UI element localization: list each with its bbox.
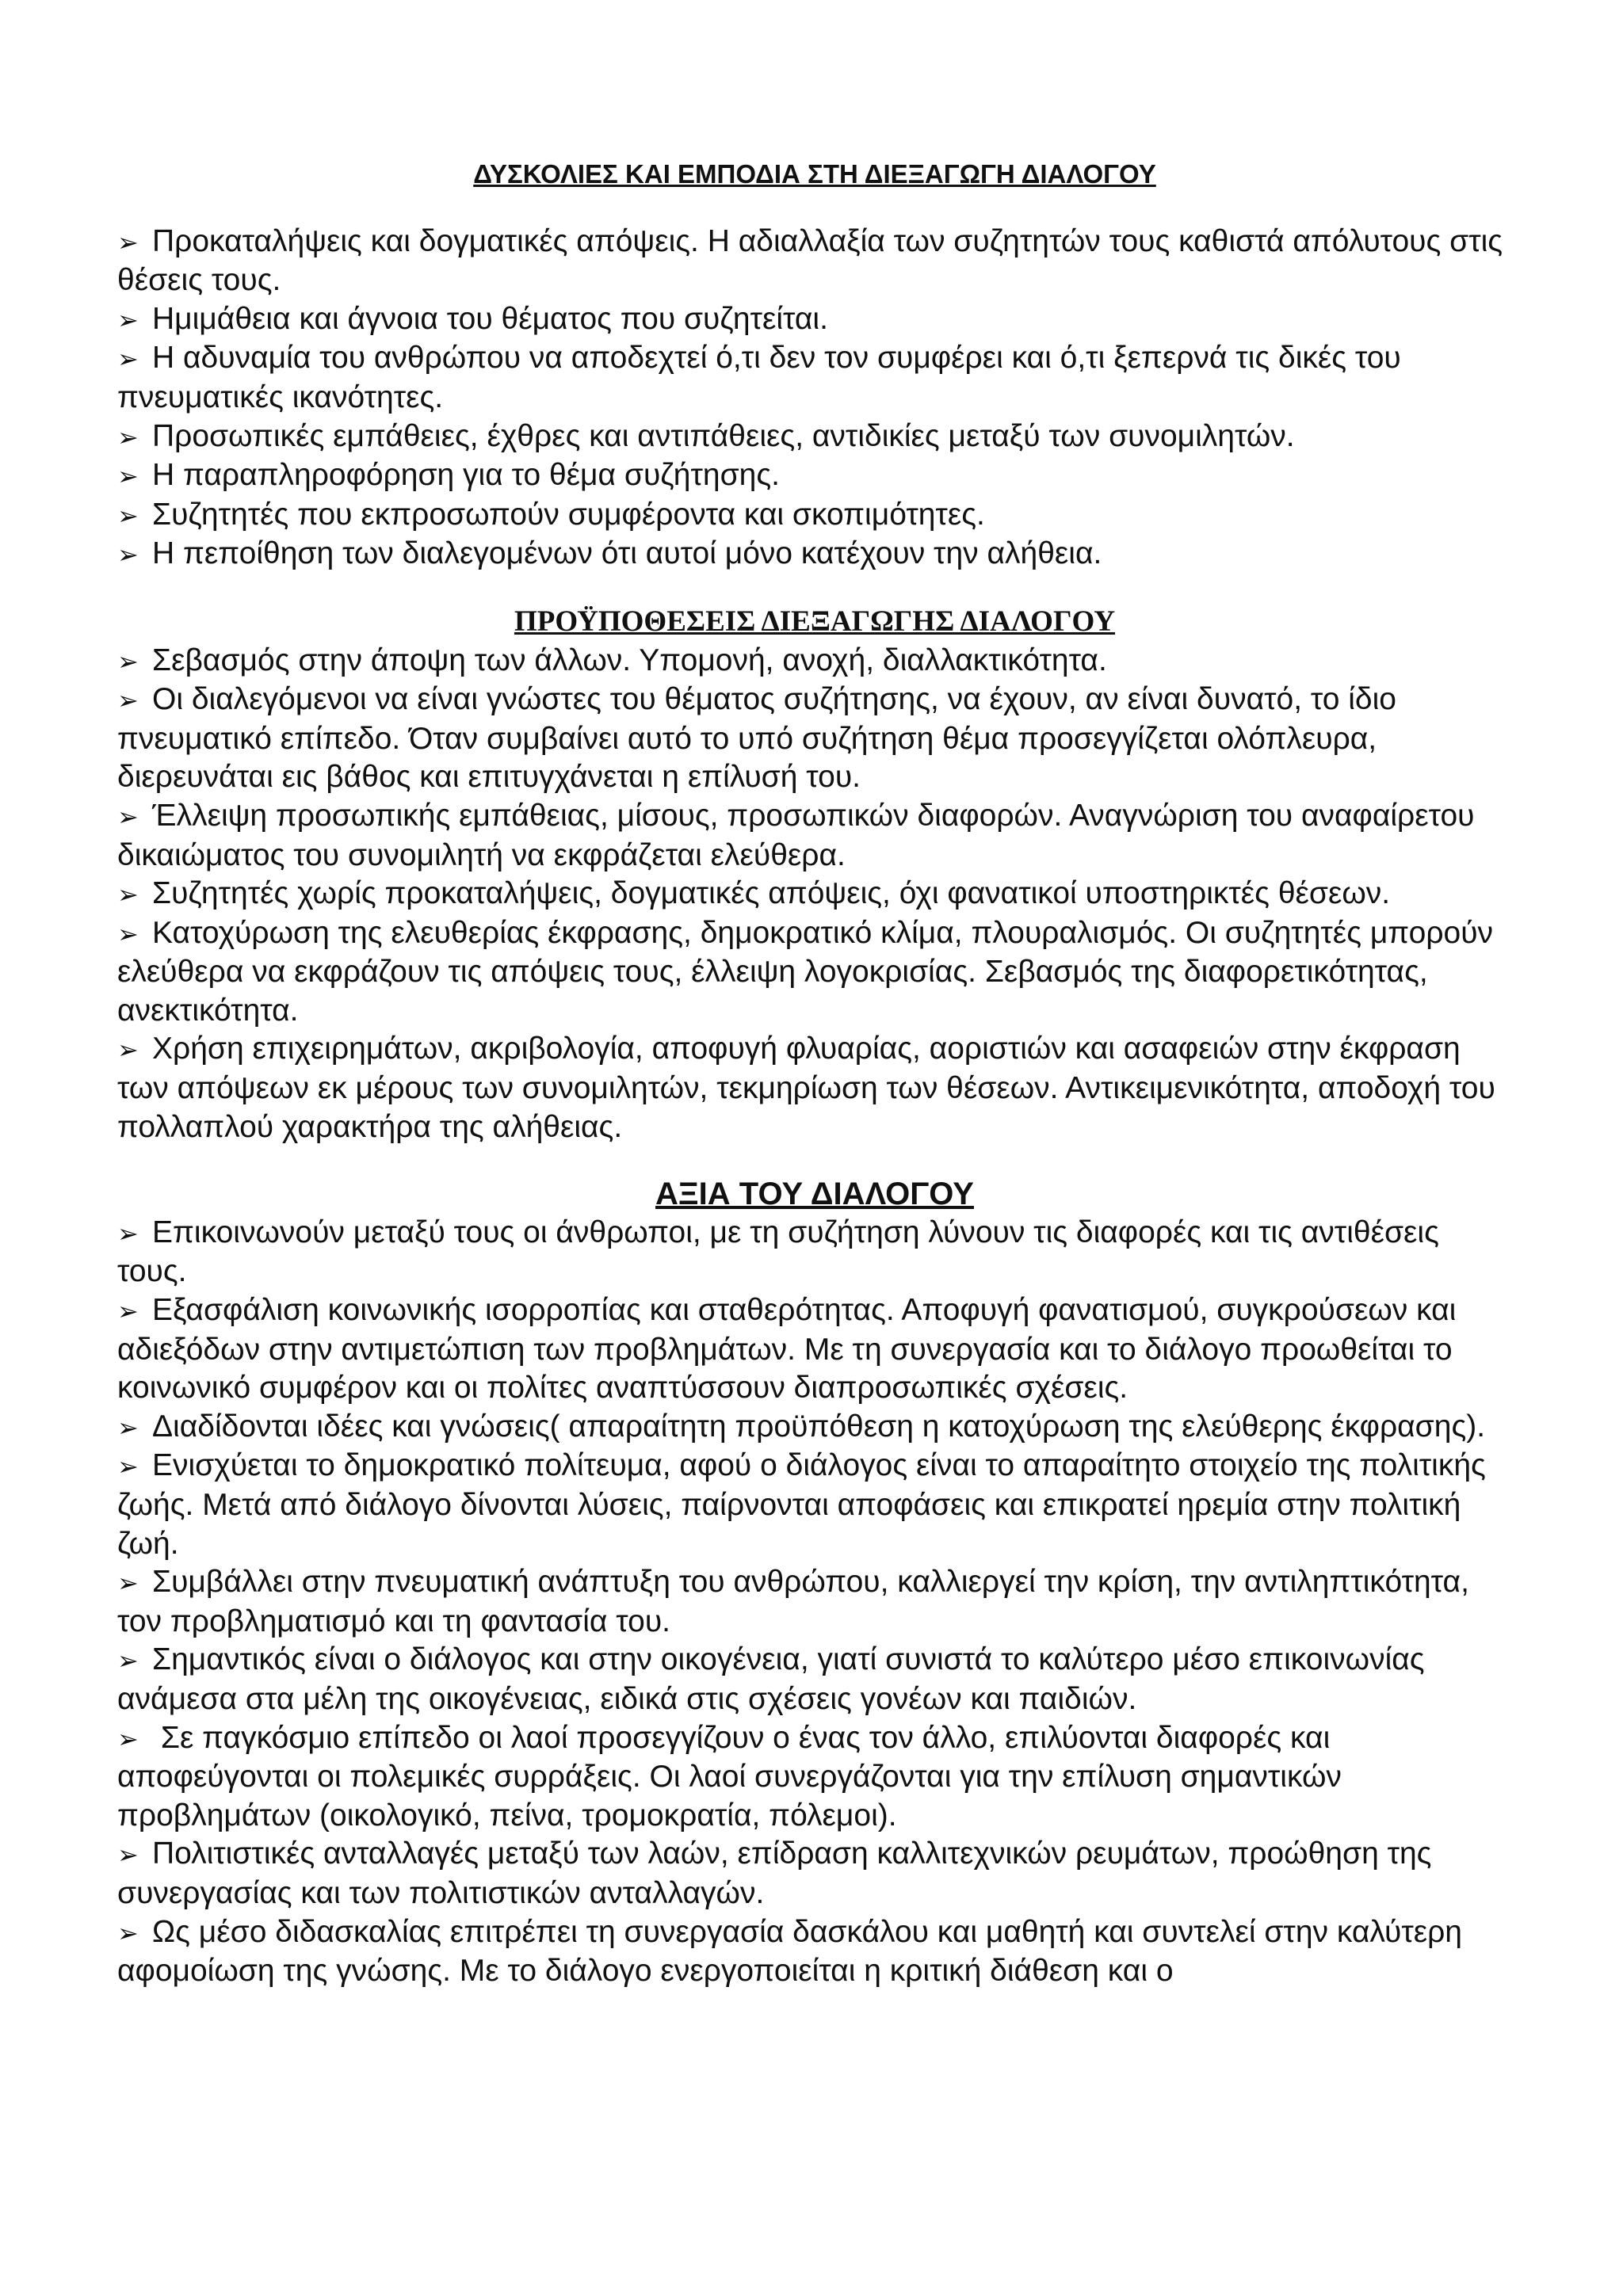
document-page xyxy=(117,155,1512,1991)
list-difficulties xyxy=(117,223,1512,574)
list-prerequisites xyxy=(117,642,1512,1147)
arrowhead-bullet-icon: ➢ xyxy=(117,1218,139,1249)
list-item xyxy=(117,535,1512,574)
arrowhead-bullet-icon: ➢ xyxy=(117,421,139,452)
list-value xyxy=(117,1214,1512,1991)
list-item xyxy=(117,1563,1512,1641)
list-item xyxy=(117,418,1512,457)
arrowhead-bullet-icon: ➢ xyxy=(117,344,139,375)
list-item-text: Συζητητές χωρίς προκαταλήψεις, δογματικές απόψεις, όχι φανατικοί υποστηρικτές θέσεων. xyxy=(152,876,1391,911)
list-item-text: Κατοχύρωση της ελευθερίας έκφρασης, δημοκρατικό κλίμα, πλουραλισμός. Οι συζητητές μπορούν ελεύθερα να εκφράζουν τις απόψεις τους, έλλειψη λογοκρισίας. Σεβασμός της διαφορετικότητας, ανεκτικότητα. xyxy=(117,915,1494,1028)
list-item xyxy=(117,1408,1512,1447)
arrowhead-bullet-icon: ➢ xyxy=(117,540,139,570)
heading-difficulties: ΔΥΣΚΟΛΙΕΣ ΚΑΙ ΕΜΠΟΔΙΑ ΣΤΗ ΔΙΕΞΑΓΩΓΗ ΔΙΑΛΟΓΟΥ xyxy=(473,159,1156,189)
list-item-text: Η αδυναμία του ανθρώπου να αποδεχτεί ό,τι δεν τον συμφέρει και ό,τι ξεπερνά τις δικές του πνευματικές ικανότητες. xyxy=(117,341,1401,414)
arrowhead-bullet-icon: ➢ xyxy=(117,1296,139,1327)
heading-value: ΑΞΙΑ ΤΟΥ ΔΙΑΛΟΓΟΥ xyxy=(655,1177,974,1212)
list-item-text: Προσωπικές εμπάθειες, έχθρες και αντιπάθειες, αντιδικίες μεταξύ των συνομιλητών. xyxy=(152,418,1295,453)
list-item xyxy=(117,1913,1512,1991)
list-item-text: Σεβασμός στην άποψη των άλλων. Υπομονή, ανοχή, διαλλακτικότητα. xyxy=(152,643,1107,677)
list-item-text: Η παραπληροφόρηση για το θέμα συζήτησης. xyxy=(152,458,780,493)
arrowhead-bullet-icon: ➢ xyxy=(117,918,139,949)
arrowhead-bullet-icon: ➢ xyxy=(117,801,139,832)
list-item xyxy=(117,1291,1512,1408)
list-item-text: Ως μέσο διδασκαλίας επιτρέπει τη συνεργασία δασκάλου και μαθητή και συντελεί στην καλύτερη αφομοίωση της γνώσης. Με το διάλογο ενεργοποιείται η κριτική διάθεση και ο xyxy=(117,1914,1462,1989)
heading-prerequisites: ΠΡΟΫΠΟΘΕΣΕΙΣ ΔΙΕΞΑΓΩΓΗΣ ΔΙΑΛΟΓΟΥ xyxy=(514,605,1116,638)
list-item xyxy=(117,339,1512,417)
list-item xyxy=(117,1641,1512,1718)
arrowhead-bullet-icon: ➢ xyxy=(117,1568,139,1599)
list-item xyxy=(117,1835,1512,1913)
arrowhead-bullet-icon: ➢ xyxy=(117,1035,139,1066)
arrowhead-bullet-icon: ➢ xyxy=(117,1451,139,1482)
list-item-text: Πολιτιστικές ανταλλαγές μεταξύ των λαών, επίδραση καλλιτεχνικών ρευμάτων, προώθηση της συνεργασίας και των πολιτιστικών ανταλλαγών. xyxy=(117,1836,1432,1910)
list-item-text: Συμβάλλει στην πνευματική ανάπτυξη του ανθρώπου, καλλιεργεί την κρίση, την αντιληπτικότητα, τον προβληματισμό και τη φαντασία του. xyxy=(117,1565,1469,1638)
arrowhead-bullet-icon: ➢ xyxy=(117,304,139,335)
list-item xyxy=(117,1030,1512,1146)
list-item-text: Σε παγκόσμιο επίπεδο οι λαοί προσεγγίζουν ο ένας τον άλλο, επιλύονται διαφορές και αποφεύγονται οι πολεμικές συρράξεις. Οι λαοί συνεργάζονται για την επίλυση σημαντικών προβλημάτων (οικολογικό, πείνα, τρομοκρατία, πόλεμοι). xyxy=(117,1720,1342,1833)
list-item-text: Η πεποίθηση των διαλεγομένων ότι αυτοί μόνο κατέχουν την αλήθεια. xyxy=(152,536,1102,571)
list-item-text: Προκαταλήψεις και δογματικές απόψεις. Η αδιαλλαξία των συζητητών τους καθιστά απόλυτους στις θέσεις τους. xyxy=(117,223,1503,298)
list-item xyxy=(117,496,1512,536)
arrowhead-bullet-icon: ➢ xyxy=(117,1412,139,1443)
list-item xyxy=(117,681,1512,797)
list-item-text: Εξασφάλιση κοινωνικής ισορροπίας και σταθερότητας. Αποφυγή φανατισμού, συγκρούσεων και αδιεξόδων στην αντιμετώπιση των προβλημάτων. Με τη συνεργασία και το διάλογο προωθείται το κοινωνικό συμφέρον και οι πολίτες αναπτύσσουν διαπροσωπικές σχέσεις. xyxy=(117,1293,1457,1405)
list-item xyxy=(117,797,1512,875)
list-item-text: Ενισχύεται το δημοκρατικό πολίτευμα, αφού ο διάλογος είναι το απαραίτητο στοιχείο της πολιτικής ζωής. Μετά από διάλογο δίνονται λύσεις, παίρνονται αποφάσεις και επικρατεί ηρεμία στην πολιτική ζωή. xyxy=(117,1448,1486,1561)
arrowhead-bullet-icon: ➢ xyxy=(117,227,139,257)
list-item xyxy=(117,1447,1512,1563)
list-item xyxy=(117,300,1512,340)
arrowhead-bullet-icon: ➢ xyxy=(117,646,139,677)
list-item xyxy=(117,456,1512,496)
list-item-text: Συζητητές που εκπροσωπούν συμφέροντα και σκοπιμότητες. xyxy=(152,497,985,532)
list-item xyxy=(117,1214,1512,1291)
arrowhead-bullet-icon: ➢ xyxy=(117,461,139,492)
arrowhead-bullet-icon: ➢ xyxy=(117,1840,139,1871)
arrowhead-bullet-icon: ➢ xyxy=(117,1646,139,1676)
arrowhead-bullet-icon: ➢ xyxy=(117,1917,139,1948)
arrowhead-bullet-icon: ➢ xyxy=(117,1723,139,1754)
list-item-text: Έλλειψη προσωπικής εμπάθειας, μίσους, προσωπικών διαφορών. Αναγνώριση του αναφαίρετου δικαιώματος του συνομιλητή να εκφράζεται ελεύθερα. xyxy=(117,798,1475,872)
list-item xyxy=(117,1719,1512,1836)
list-item xyxy=(117,914,1512,1031)
list-item-text: Επικοινωνούν μεταξύ τους οι άνθρωποι, με τη συζήτηση λύνουν τις διαφορές και τις αντιθέσεις τους. xyxy=(117,1215,1439,1289)
list-item-text: Οι διαλεγόμενοι να είναι γνώστες του θέματος συζήτησης, να έχουν, αν είναι δυνατό, το ίδιο πνευματικό επίπεδο. Όταν συμβαίνει αυτό το υπό συζήτηση θέμα προσεγγίζεται ολόπλευρα, διερευνάται εις βάθος και επιτυγχάνεται η επίλυσή του. xyxy=(117,682,1396,795)
list-item xyxy=(117,642,1512,681)
list-item xyxy=(117,875,1512,914)
arrowhead-bullet-icon: ➢ xyxy=(117,879,139,910)
arrowhead-bullet-icon: ➢ xyxy=(117,500,139,531)
list-item-text: Διαδίδονται ιδέες και γνώσεις( απαραίτητη προϋπόθεση η κατοχύρωση της ελεύθερης έκφρασης). xyxy=(152,1409,1486,1444)
list-item-text: Σημαντικός είναι ο διάλογος και στην οικογένεια, γιατί συνιστά το καλύτερο μέσο επικοινωνίας ανάμεσα στα μέλη της οικογένειας, ειδικά στις σχέσεις γονέων και παιδιών. xyxy=(117,1642,1425,1716)
list-item xyxy=(117,223,1512,300)
arrowhead-bullet-icon: ➢ xyxy=(117,685,139,716)
list-item-text: Χρήση επιχειρημάτων, ακριβολογία, αποφυγή φλυαρίας, αοριστιών και ασαφειών στην έκφραση των απόψεων εκ μέρους των συνομιλητών, τεκμηρίωση των θέσεων. Αντικειμενικότητα, αποδοχή του πολλαπλού χαρακτήρα της αλήθειας. xyxy=(117,1032,1495,1144)
list-item-text: Ημιμάθεια και άγνοια του θέματος που συζητείται. xyxy=(152,301,828,336)
